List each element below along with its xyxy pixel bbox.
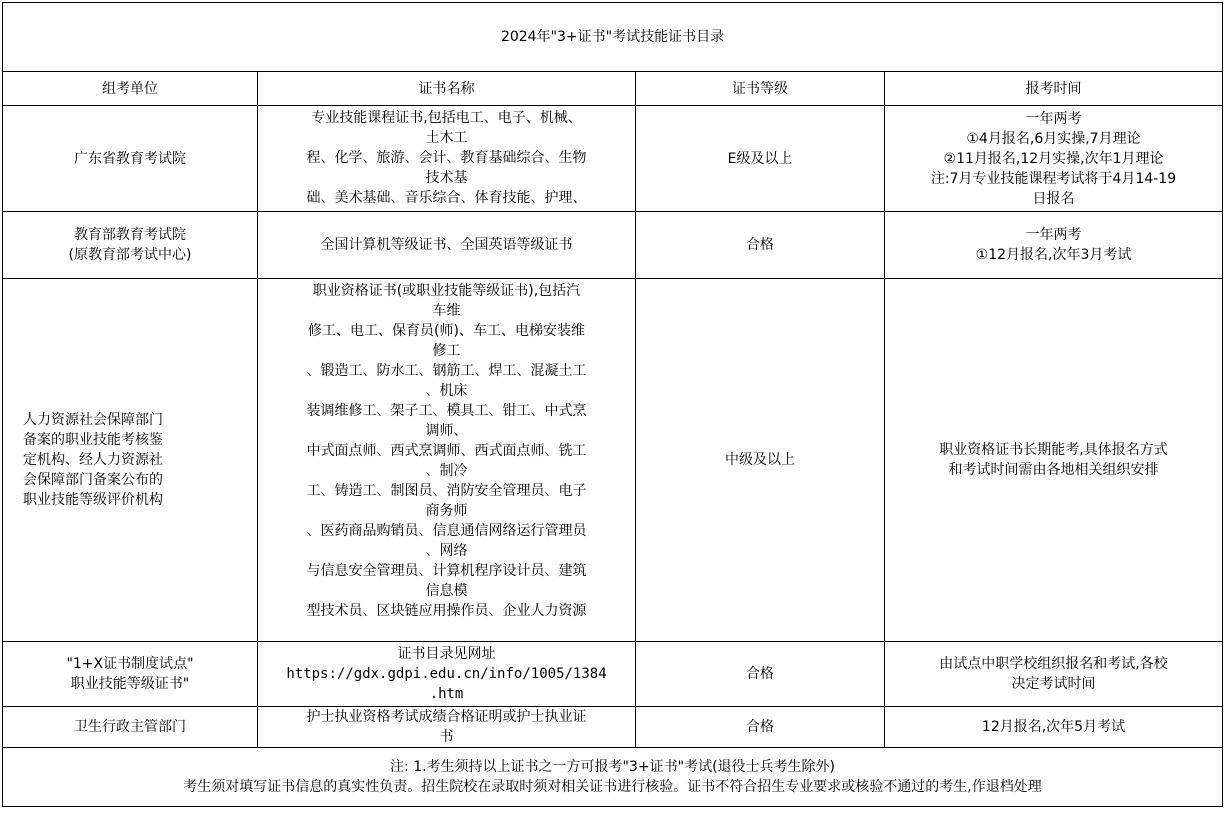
cell-line: 、制冷 (425, 463, 468, 479)
cell-line: 书 (439, 729, 454, 745)
header-cert-level[interactable]: 证书等级 (636, 72, 885, 106)
table-row (3, 707, 1223, 748)
notes-row (3, 748, 1223, 807)
cell-line: 一年两考 (1025, 110, 1082, 127)
cell-time[interactable] (885, 642, 1223, 707)
cell-level[interactable]: 中级及以上 (636, 279, 885, 642)
cell-line: 备案的职业技能考核鉴 (23, 432, 163, 448)
cell-line: ①4月报名,6月实操,7月理论 (966, 130, 1141, 147)
cell-line: 决定考试时间 (1011, 676, 1096, 692)
cell-line: 调师、 (425, 423, 468, 439)
cell-line: 卫生行政主管部门 (74, 719, 186, 735)
cell-line: 广东省教育考试院 (74, 150, 186, 167)
cell-cert[interactable] (258, 106, 636, 212)
cell-line: 装调维修工、架子工、模具工、钳工、中式烹 (306, 403, 587, 419)
cell-line: 教育部教育考试院 (74, 227, 186, 243)
notes-cell[interactable] (3, 748, 1223, 807)
cell-line: 证书目录见网址 (397, 646, 496, 662)
table-row (3, 212, 1223, 279)
cell-line: 与信息安全管理员、计算机程序设计员、建筑 (306, 563, 587, 579)
cell-line: 程、化学、旅游、会计、教育基础综合、生物 (306, 150, 587, 166)
cell-unit[interactable] (3, 212, 258, 279)
cell-level[interactable]: 合格 (636, 707, 885, 748)
cell-line: 和考试时间需由各地相关组织安排 (948, 462, 1159, 478)
cell-line: 修工 (432, 343, 461, 359)
cell-line: 全国计算机等级证书、全国英语等级证书 (320, 237, 573, 253)
certificate-table (2, 2, 1223, 807)
cell-cert[interactable] (258, 707, 636, 748)
cell-time[interactable] (885, 212, 1223, 279)
header-row (3, 72, 1223, 106)
cell-line: "1+X证书制度试点" (66, 656, 194, 672)
cell-line: 职业资格证书长期能考,具体报名方式 (939, 442, 1168, 458)
certificate-catalog-sheet (2, 2, 1222, 815)
cell-line: 护士执业资格考试成绩合格证明或护士执业证 (306, 709, 587, 725)
cell-line: 商务师 (425, 503, 468, 519)
cell-cert[interactable] (258, 642, 636, 707)
cell-line: 一年两考 (1025, 227, 1082, 243)
cert-catalog-url[interactable]: https://gdx.gdpi.edu.cn/info/1005/1384 (286, 666, 607, 682)
cell-unit[interactable] (3, 106, 258, 212)
table-title[interactable]: 2024年"3+证书"考试技能证书目录 (3, 3, 1223, 72)
cell-line: 技术基 (425, 170, 468, 186)
cell-level[interactable]: 合格 (636, 212, 885, 279)
cert-catalog-url-suffix[interactable]: .htm (429, 686, 464, 702)
cell-line: 职业技能等级评价机构 (23, 492, 163, 508)
cell-line: 础、美术基础、音乐综合、体育技能、护理、 (306, 190, 587, 206)
cell-line: 由试点中职学校组织报名和考试,各校 (939, 656, 1168, 672)
cell-line: 、机床 (425, 383, 468, 399)
cell-line: 、网络 (425, 543, 468, 559)
header-cert-name[interactable]: 证书名称 (258, 72, 636, 106)
header-exam-time[interactable]: 报考时间 (885, 72, 1223, 106)
cell-line: 修工、电工、保育员(师)、车工、电梯安装维 (308, 323, 585, 339)
cell-line: 日报名 (1032, 190, 1075, 207)
cell-line: 中式面点师、西式烹调师、西式面点师、铣工 (306, 443, 587, 459)
cell-line: (原教育部考试中心) (68, 247, 192, 263)
cell-line: 注:7月专业技能课程考试将于4月14-19 (930, 170, 1177, 187)
cell-time[interactable] (885, 707, 1223, 748)
cell-line: ①12月报名,次年3月考试 (975, 247, 1132, 263)
table-row (3, 106, 1223, 212)
cell-line: 信息模 (425, 583, 468, 599)
cell-unit[interactable] (3, 279, 258, 642)
cell-line: 型技术员、区块链应用操作员、企业人力资源 (306, 603, 587, 619)
cell-time[interactable] (885, 106, 1223, 212)
cell-line: 专业技能课程证书,包括电工、电子、机械、 (311, 110, 582, 126)
cell-line: 、锻造工、防水工、钢筋工、焊工、混凝土工 (306, 363, 587, 379)
cell-time[interactable] (885, 279, 1223, 642)
cell-level[interactable]: 合格 (636, 642, 885, 707)
table-row (3, 279, 1223, 642)
cell-line: ②11月报名,12月实操,次年1月理论 (943, 150, 1164, 167)
note-line: 注: 1.考生须持以上证书之一方可报考"3+证书"考试(退役士兵考生除外) (390, 759, 835, 775)
cell-cert[interactable] (258, 279, 636, 642)
cell-line: 土木工 (425, 130, 468, 146)
cell-line: 定机构、经人力资源社 (23, 452, 163, 468)
title-row (3, 3, 1223, 72)
cell-line: 工、铸造工、制图员、消防安全管理员、电子 (306, 483, 587, 499)
cell-line: 会保障部门备案公布的 (23, 472, 163, 488)
cell-line: 人力资源社会保障部门 (23, 412, 163, 428)
note-line: 考生须对填写证书信息的真实性负责。招生院校在录取时须对相关证书进行核验。证书不符合招生专业要求或核验不通过的考生,作退档处理 (183, 779, 1042, 795)
cell-line: 车维 (432, 303, 461, 319)
table-row (3, 642, 1223, 707)
cell-line: 12月报名,次年5月考试 (981, 719, 1126, 735)
cell-line: 职业资格证书(或职业技能等级证书),包括汽 (312, 283, 581, 299)
cell-unit[interactable] (3, 642, 258, 707)
cell-line: 职业技能等级证书" (70, 676, 190, 692)
cell-line: 、医药商品购销员、信息通信网络运行管理员 (306, 523, 587, 539)
header-unit[interactable]: 组考单位 (3, 72, 258, 106)
cell-unit[interactable] (3, 707, 258, 748)
cell-cert[interactable] (258, 212, 636, 279)
cell-level[interactable]: E级及以上 (636, 106, 885, 212)
